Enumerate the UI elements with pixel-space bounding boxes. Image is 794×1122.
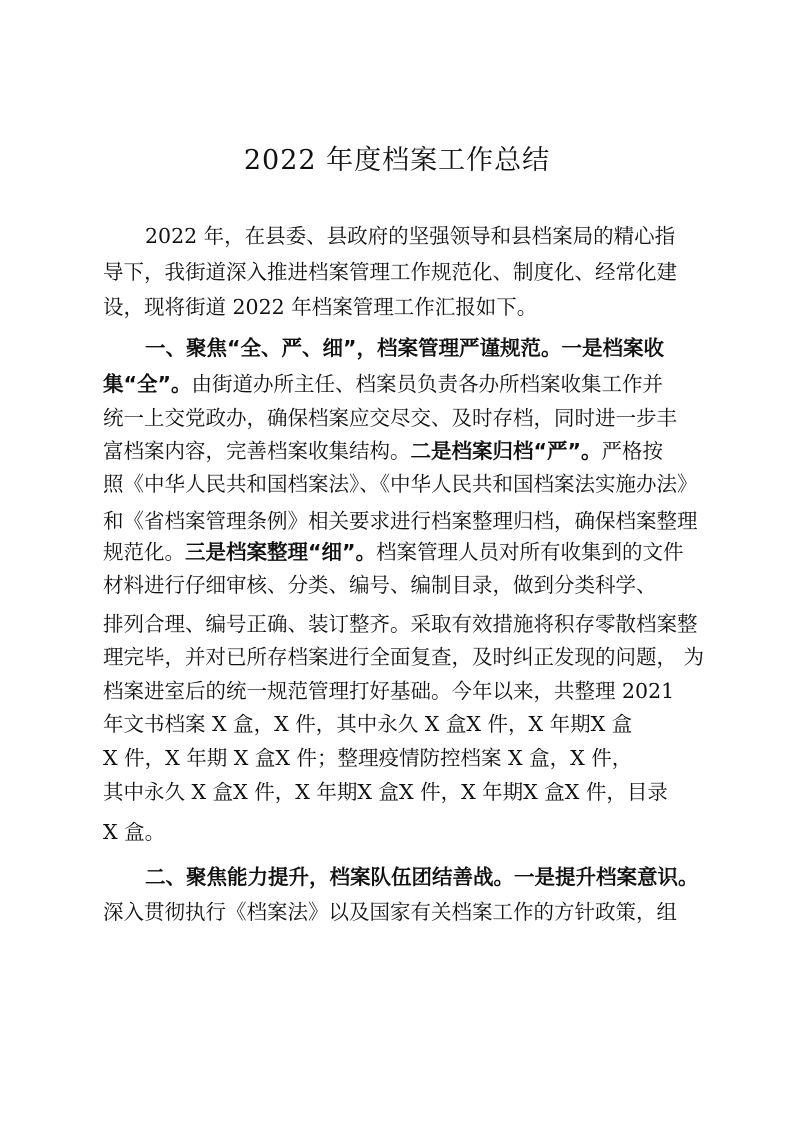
text-run: 年文书档案 X 盒，X 件，其中永久 X 盒X 件，X 年期X 盒 (103, 712, 633, 736)
bold-text: 二是档案归档“严”。 (410, 439, 602, 463)
text-run: 2022 年，在县委、县政府的坚强领导和县档案局的精心指 (145, 224, 676, 248)
paragraph-line (103, 439, 663, 463)
bold-text: 一是提升档案意识。 (514, 865, 699, 889)
paragraph-line (145, 224, 675, 248)
paragraph-line (145, 336, 664, 360)
paragraph-line (103, 406, 677, 430)
text-run: 档案进室后的统一规范管理打好基础。今年以来，共整理 2021 (103, 679, 675, 703)
paragraph-line (103, 573, 657, 597)
text-run: 导下，我街道深入推进档案管理工作规范化、制度化、经常化建 (103, 260, 677, 284)
section-heading: 二、聚焦能力提升，档案队伍团结善战。 (145, 865, 514, 889)
paragraph-line (103, 712, 632, 736)
paragraph-line (103, 900, 677, 924)
paragraph-line (103, 295, 537, 319)
text-run: 由街道办所主任、档案员负责各办所档案收集工作并 (191, 372, 663, 396)
paragraph-line (145, 865, 699, 889)
bold-text: 三是档案整理“细”。 (185, 540, 376, 564)
text-run: 统一上交党政办，确保档案应交尽交、及时存档，同时进一步丰 (103, 406, 677, 430)
paragraph-line (103, 372, 663, 396)
paragraph-line (103, 612, 698, 636)
text-run: 其中永久 X 盒X 件，X 年期X 盒X 件，X 年期X 盒X 件，目录 (103, 780, 668, 804)
document-title: 2022 年度档案工作总结 (243, 145, 551, 176)
text-run: X 盒。 (103, 820, 166, 844)
paragraph-line (103, 540, 683, 564)
paragraph-line (103, 746, 632, 770)
paragraph-line (103, 509, 698, 533)
text-run: 富档案内容，完善档案收集结构。 (103, 439, 411, 463)
bold-text: 集“全”。 (103, 372, 192, 396)
paragraph-line (103, 645, 704, 669)
text-run: 深入贯彻执行《档案法》以及国家有关档案工作的方针政策，组 (103, 900, 677, 924)
paragraph-line (103, 780, 668, 804)
text-run: 规范化。 (103, 540, 185, 564)
text-run: 档案管理人员对所有收集到的文件 (375, 540, 684, 564)
paragraph-line (103, 472, 698, 496)
text-run: 照《中华人民共和国档案法》、《中华人民共和国档案法实施办法》 (103, 472, 698, 496)
bold-text: 一是档案收 (561, 336, 664, 360)
paragraph-line (103, 679, 674, 703)
text-run: 材料进行仔细审核、分类、编号、编制目录，做到分类科学、 (103, 573, 657, 597)
text-run: 排列合理、编号正确、装订整齐。采取有效措施将积存零散档案整 (103, 612, 698, 636)
paragraph-line (103, 260, 677, 284)
text-run: 理完毕，并对已所存档案进行全面复查，及时纠正发现的问题， 为 (103, 645, 705, 669)
text-run: 严格按 (601, 439, 663, 463)
section-heading: 一、聚焦“全、严、细”，档案管理严谨规范。 (145, 336, 562, 360)
text-run: X 件，X 年期 X 盒X 件；整理疫情防控档案 X 盒，X 件， (103, 746, 633, 770)
text-run: 和《省档案管理条例》相关要求进行档案整理归档，确保档案整理 (103, 509, 698, 533)
paragraph-line (103, 820, 165, 844)
text-run: 设，现将街道 2022 年档案管理工作汇报如下。 (103, 295, 538, 319)
